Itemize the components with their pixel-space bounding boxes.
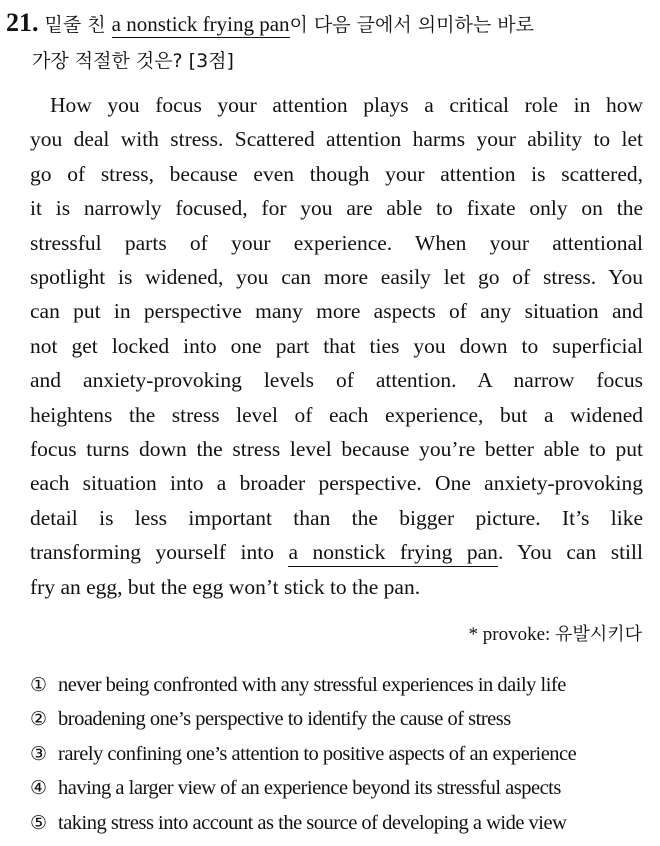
- passage-line: each situation into a broader perspective. One anxiety-provoking: [30, 471, 643, 496]
- choice-mark: ③: [30, 742, 48, 765]
- choice-text: rarely confining one’s attention to positive aspects of an experience: [58, 742, 577, 765]
- choice-3[interactable]: [30, 737, 650, 771]
- choice-mark: ④: [30, 777, 48, 800]
- footnote-term: provoke:: [482, 624, 551, 645]
- choice-5[interactable]: [30, 806, 650, 840]
- choice-text: taking stress into account as the source of developing a wide view: [58, 811, 567, 834]
- choice-mark: ⑤: [30, 811, 48, 834]
- passage-line: stressful parts of your experience. When your attentional: [30, 230, 643, 255]
- answer-choices: [30, 668, 650, 840]
- footnote-star: *: [468, 624, 478, 645]
- question-line-2: 가장 적절한 것은? [3점]: [32, 50, 234, 72]
- passage-line: it is narrowly focused, for you are able to fixate only on the: [30, 196, 643, 221]
- passage-text: . You can still: [497, 540, 643, 565]
- passage-underlined-phrase: a nonstick frying pan: [288, 540, 497, 567]
- question-underlined-phrase: a nonstick frying pan: [111, 12, 290, 36]
- passage-line: you deal with stress. Scattered attention harms your ability to let: [30, 127, 643, 152]
- passage-line: How you focus your attention plays a critical role in how: [50, 93, 643, 117]
- passage-line: not get locked into one part that ties you down to superficial: [30, 333, 643, 358]
- choice-1[interactable]: [30, 668, 650, 702]
- question-line-1: [6, 8, 654, 40]
- question-header: [6, 8, 654, 76]
- choice-text: broadening one’s perspective to identify the cause of stress: [58, 708, 511, 731]
- choice-mark: ①: [30, 674, 48, 696]
- passage-text: transforming yourself into: [30, 540, 289, 565]
- passage-line-underlined: [30, 535, 643, 569]
- passage-line: and anxiety-provoking levels of attention. A narrow focus: [30, 368, 643, 393]
- footnote-meaning: 유발시키다: [555, 624, 642, 645]
- passage-line: heightens the stress level of each experience, but a widened: [30, 402, 643, 427]
- choice-4[interactable]: [30, 771, 650, 805]
- question-number: 21.: [6, 8, 39, 37]
- passage-line: spotlight is widened, you can more easily let go of stress. You: [30, 265, 643, 290]
- passage-line: can put in perspective many more aspects of any situation and: [30, 299, 643, 324]
- question-prefix: 밑줄 친: [44, 14, 112, 36]
- choice-2[interactable]: [30, 702, 650, 736]
- choice-text: never being confronted with any stressful experiences in daily life: [58, 674, 566, 696]
- choice-text: having a larger view of an experience beyond its stressful aspects: [58, 777, 561, 800]
- passage-line: focus turns down the stress level because you’re better able to put: [30, 437, 643, 462]
- question-suffix: 이 다음 글에서 의미하는 바로: [289, 14, 534, 36]
- choice-mark: ②: [30, 708, 48, 731]
- passage-line: go of stress, because even though your attention is scattered,: [30, 161, 643, 186]
- passage-line: fry an egg, but the egg won’t stick to the pan.: [30, 574, 421, 599]
- passage-line: detail is less important than the bigger picture. It’s like: [30, 505, 643, 530]
- passage: [30, 88, 643, 604]
- footnote: [469, 620, 643, 646]
